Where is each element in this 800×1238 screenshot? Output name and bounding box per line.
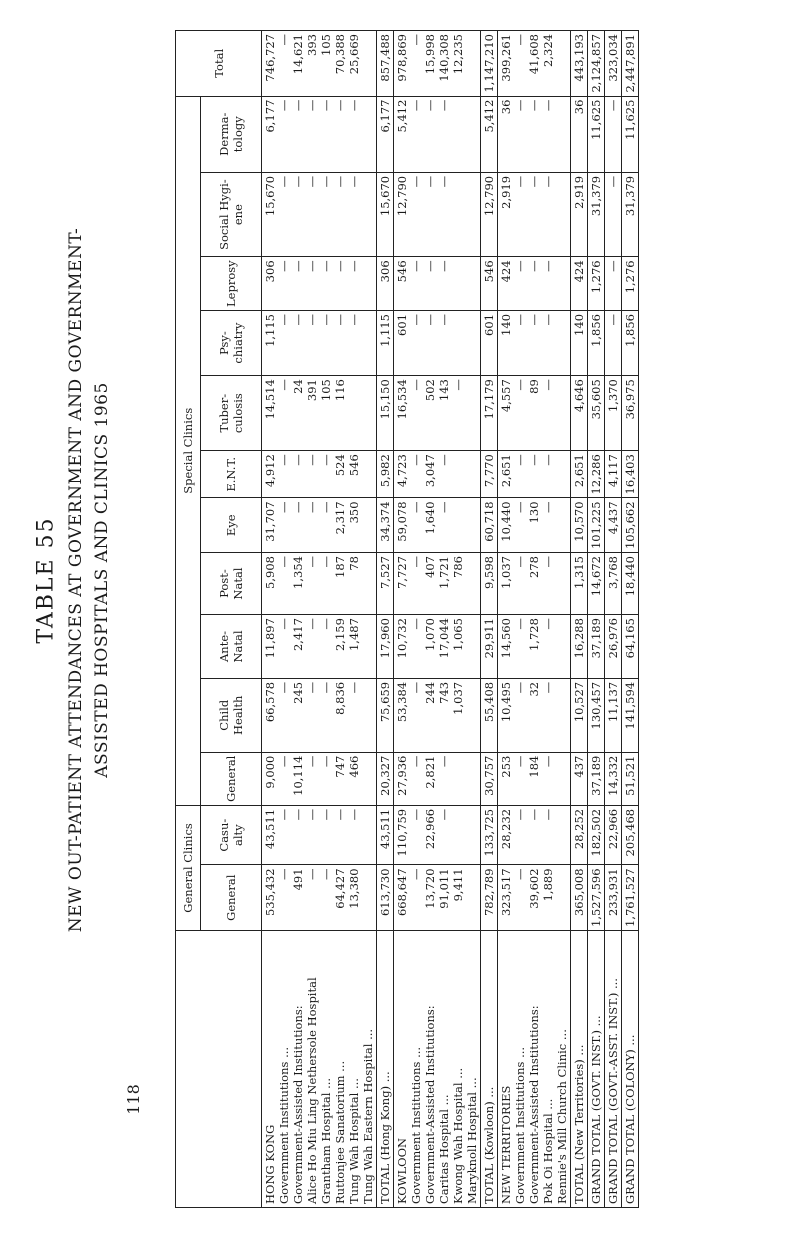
table-cell: 424 — — — <box>498 257 571 311</box>
table-cell: — <box>605 96 622 172</box>
table-cell: 1,037 — 278 — <box>498 553 571 615</box>
table-cell: 12,790 — — — <box>394 172 481 256</box>
table-cell: 6,177 <box>377 96 394 172</box>
table-cell: 11,625 <box>622 96 639 172</box>
table-cell: 36 <box>571 96 588 172</box>
table-cell: 7,727 — 407 1,721 786 <box>394 553 481 615</box>
table-cell: 746,727 — 14,621 393 105 70,388 25,669 <box>262 31 377 97</box>
table-cell: 6,177 — — — — — — <box>262 96 377 172</box>
table-cell: 64,165 <box>622 615 639 679</box>
table-cell: 1,370 <box>605 376 622 451</box>
table-row <box>394 31 481 1208</box>
table-cell: 1,276 <box>588 257 605 311</box>
table-cell: 323,517 — 39,602 1,889 <box>498 865 571 931</box>
table-cell: 1,276 <box>622 257 639 311</box>
table-cell: 2,124,857 <box>588 31 605 97</box>
header-col-eye: Eye <box>201 498 262 553</box>
table-number: TABLE 55 <box>33 516 59 644</box>
table-cell: 51,521 <box>622 752 639 805</box>
table-cell: 1,115 — — — — — — <box>262 310 377 375</box>
row-label: GRAND TOTAL (COLONY) ... <box>622 931 639 1208</box>
table-cell: 28,252 <box>571 805 588 865</box>
table-cell: 18,440 <box>622 553 639 615</box>
table-row <box>481 31 498 1208</box>
table-cell: 546 <box>481 257 498 311</box>
table-cell: 37,189 <box>588 615 605 679</box>
table-row <box>588 31 605 1208</box>
table-row <box>262 31 377 1208</box>
table-cell: 28,232 — — — <box>498 805 571 865</box>
table-cell: 10,527 <box>571 678 588 752</box>
table-cell: 1,315 <box>571 553 588 615</box>
table-row <box>605 31 622 1208</box>
table-cell: 306 — — — — — — <box>262 257 377 311</box>
row-label: TOTAL (New Territories) ... <box>571 931 588 1208</box>
table-cell: 15,150 <box>377 376 394 451</box>
header-col-ent: E.N.T. <box>201 451 262 498</box>
header-special-clinics: Special Clinics <box>176 96 201 805</box>
table-cell: 43,511 — — — — — — <box>262 805 377 865</box>
table-cell: — <box>605 172 622 256</box>
row-label: NEW TERRITORIES Government Institutions ... Government-Assisted Institutions: Pok Oi Hospital ... Rennie's Mill Church Clinic ... <box>498 931 571 1208</box>
table-cell: 4,912 — — — — 524 546 <box>262 451 377 498</box>
table-cell: 10,732 — 1,070 17,044 1,065 <box>394 615 481 679</box>
table-cell: 55,408 <box>481 678 498 752</box>
table-cell: 12,790 <box>481 172 498 256</box>
table-cell: 443,193 <box>571 31 588 97</box>
table-cell: 1,527,596 <box>588 865 605 931</box>
table-cell: 75,659 <box>377 678 394 752</box>
table-cell: 31,707 — — — — 2,317 350 <box>262 498 377 553</box>
header-col-child-health: Child Health <box>201 678 262 752</box>
table-cell: 4,557 — 89 — <box>498 376 571 451</box>
header-total: Total <box>176 31 262 97</box>
table-cell: 11,625 <box>588 96 605 172</box>
row-label: TOTAL (Hong Kong) ... <box>377 931 394 1208</box>
table-row <box>377 31 394 1208</box>
table-cell: 182,502 <box>588 805 605 865</box>
table-cell: 205,468 <box>622 805 639 865</box>
table-row <box>571 31 588 1208</box>
rotated-table-container <box>175 0 800 1238</box>
table-cell: 4,117 <box>605 451 622 498</box>
table-cell: 29,911 <box>481 615 498 679</box>
table-cell: 7,527 <box>377 553 394 615</box>
header-blank <box>176 931 262 1208</box>
table-cell: 3,768 <box>605 553 622 615</box>
table-cell: 437 <box>571 752 588 805</box>
table-cell: 306 <box>377 257 394 311</box>
table-cell: 1,856 <box>622 310 639 375</box>
header-col-general: General <box>201 865 262 931</box>
table-cell: 17,960 <box>377 615 394 679</box>
header-row-groups <box>176 31 201 1208</box>
table-row <box>622 31 639 1208</box>
table-cell: 133,725 <box>481 805 498 865</box>
table-cell: 857,488 <box>377 31 394 97</box>
header-col-psychiatry: Psy-chiatry <box>201 310 262 375</box>
table-cell: 5,412 — — — <box>394 96 481 172</box>
header-col-social-hygiene: Social Hygi-ene <box>201 172 262 256</box>
table-cell: 782,789 <box>481 865 498 931</box>
table-body <box>262 31 639 1208</box>
header-col-dermatology: Derma-tology <box>201 96 262 172</box>
table-cell: — <box>605 310 622 375</box>
row-label: GRAND TOTAL (GOVT.-ASST. INST.) ... <box>605 931 622 1208</box>
table-cell: 1,115 <box>377 310 394 375</box>
table-cell: 5,412 <box>481 96 498 172</box>
table-cell: 2,651 — — — <box>498 451 571 498</box>
table-cell: 36,975 <box>622 376 639 451</box>
table-cell: 10,495 — 32 — <box>498 678 571 752</box>
row-label: TOTAL (Kowloon) ... <box>481 931 498 1208</box>
table-cell: 601 — — — <box>394 310 481 375</box>
table-cell: 2,651 <box>571 451 588 498</box>
table-cell: 14,672 <box>588 553 605 615</box>
table-cell: 59,078 — 1,640 — <box>394 498 481 553</box>
table-cell: 31,379 <box>622 172 639 256</box>
table-cell: 5,908 — 1,354 — — 187 78 <box>262 553 377 615</box>
table-cell: 53,384 — 244 743 1,037 <box>394 678 481 752</box>
table-row <box>498 31 571 1208</box>
table-cell: 31,379 <box>588 172 605 256</box>
table-cell: 323,034 <box>605 31 622 97</box>
table-cell: 1,856 <box>588 310 605 375</box>
header-general-clinics: General Clinics <box>176 805 201 930</box>
header-col-general-special: General <box>201 752 262 805</box>
table-cell: — <box>605 257 622 311</box>
table-cell: 10,570 <box>571 498 588 553</box>
table-cell: 613,730 <box>377 865 394 931</box>
header-col-ante-natal: Ante-Natal <box>201 615 262 679</box>
table-title-line-2: ASSISTED HOSPITALS AND CLINICS 1965 <box>92 382 112 778</box>
table-cell: 66,578 — 245 — — 8,836 — <box>262 678 377 752</box>
header-col-tuberculosis: Tuber-culosis <box>201 376 262 451</box>
table-cell: 253 — 184 — <box>498 752 571 805</box>
table-cell: 2,919 — — — <box>498 172 571 256</box>
table-cell: 399,261 — 41,608 2,324 <box>498 31 571 97</box>
table-cell: 14,332 <box>605 752 622 805</box>
table-cell: 4,437 <box>605 498 622 553</box>
table-cell: 110,759 — 22,966 — <box>394 805 481 865</box>
table-cell: 17,179 <box>481 376 498 451</box>
table-cell: 37,189 <box>588 752 605 805</box>
page-number: 118 <box>123 1084 143 1115</box>
table-cell: 16,534 — 502 143 — <box>394 376 481 451</box>
table-cell: 7,770 <box>481 451 498 498</box>
table-cell: 140 — — — <box>498 310 571 375</box>
table-cell: 20,327 <box>377 752 394 805</box>
table-title-line-1: NEW OUT-PATIENT ATTENDANCES AT GOVERNMENT AND GOVERNMENT- <box>66 227 86 933</box>
table-cell: 35,605 <box>588 376 605 451</box>
table-cell: 2,447,891 <box>622 31 639 97</box>
table-cell: 36 — — — <box>498 96 571 172</box>
table-cell: 2,919 <box>571 172 588 256</box>
table-cell: 11,137 <box>605 678 622 752</box>
table-cell: 1,761,527 <box>622 865 639 931</box>
table-cell: 546 — — — <box>394 257 481 311</box>
table-cell: 233,931 <box>605 865 622 931</box>
table-cell: 424 <box>571 257 588 311</box>
table-cell: 27,936 — 2,821 — <box>394 752 481 805</box>
table-cell: 12,286 <box>588 451 605 498</box>
table-cell: 30,757 <box>481 752 498 805</box>
table-cell: 105,662 <box>622 498 639 553</box>
attendance-table <box>175 30 639 1208</box>
table-cell: 101,225 <box>588 498 605 553</box>
header-col-casualty: Casu-alty <box>201 805 262 865</box>
row-label: KOWLOON Government Institutions ... Government-Assisted Institutions: Caritas Hospital ... Kwong Wah Hospital ... Maryknoll Hospital ... <box>394 931 481 1208</box>
table-cell: 978,869 — 15,998 140,308 12,235 <box>394 31 481 97</box>
table-cell: 60,718 <box>481 498 498 553</box>
table-cell: 15,670 <box>377 172 394 256</box>
header-col-leprosy: Leprosy <box>201 257 262 311</box>
table-cell: 4,723 — 3,047 — <box>394 451 481 498</box>
header-col-post-natal: Post-Natal <box>201 553 262 615</box>
table-cell: 16,288 <box>571 615 588 679</box>
table-cell: 9,000 — 10,114 — — 747 466 <box>262 752 377 805</box>
table-cell: 4,646 <box>571 376 588 451</box>
table-cell: 14,514 — 24 391 105 116 <box>262 376 377 451</box>
table-cell: 601 <box>481 310 498 375</box>
table-cell: 22,966 <box>605 805 622 865</box>
table-cell: 1,147,210 <box>481 31 498 97</box>
table-cell: 16,403 <box>622 451 639 498</box>
table-cell: 141,594 <box>622 678 639 752</box>
table-cell: 140 <box>571 310 588 375</box>
table-cell: 43,511 <box>377 805 394 865</box>
table-cell: 5,982 <box>377 451 394 498</box>
table-cell: 668,647 — 13,720 91,011 9,411 <box>394 865 481 931</box>
table-cell: 535,432 — 491 — — 64,427 13,380 <box>262 865 377 931</box>
table-cell: 130,457 <box>588 678 605 752</box>
table-cell: 26,976 <box>605 615 622 679</box>
row-label: HONG KONG Government Institutions ... Government-Assisted Institutions: Alice Ho Miu Ling Nethersole Hospital Grantham Hospital ... Ruttonjee Sanatorium ... Tung Wah Hospital ... Tung Wah Eastern Hospital ... <box>262 931 377 1208</box>
table-cell: 10,440 — 130 — <box>498 498 571 553</box>
table-cell: 14,560 — 1,728 — <box>498 615 571 679</box>
table-title-block <box>6 0 136 1238</box>
table-cell: 365,008 <box>571 865 588 931</box>
row-label: GRAND TOTAL (GOVT. INST.) ... <box>588 931 605 1208</box>
table-cell: 34,374 <box>377 498 394 553</box>
table-cell: 15,670 — — — — — — <box>262 172 377 256</box>
table-cell: 9,598 <box>481 553 498 615</box>
table-cell: 11,897 — 2,417 — — 2,159 1,487 <box>262 615 377 679</box>
